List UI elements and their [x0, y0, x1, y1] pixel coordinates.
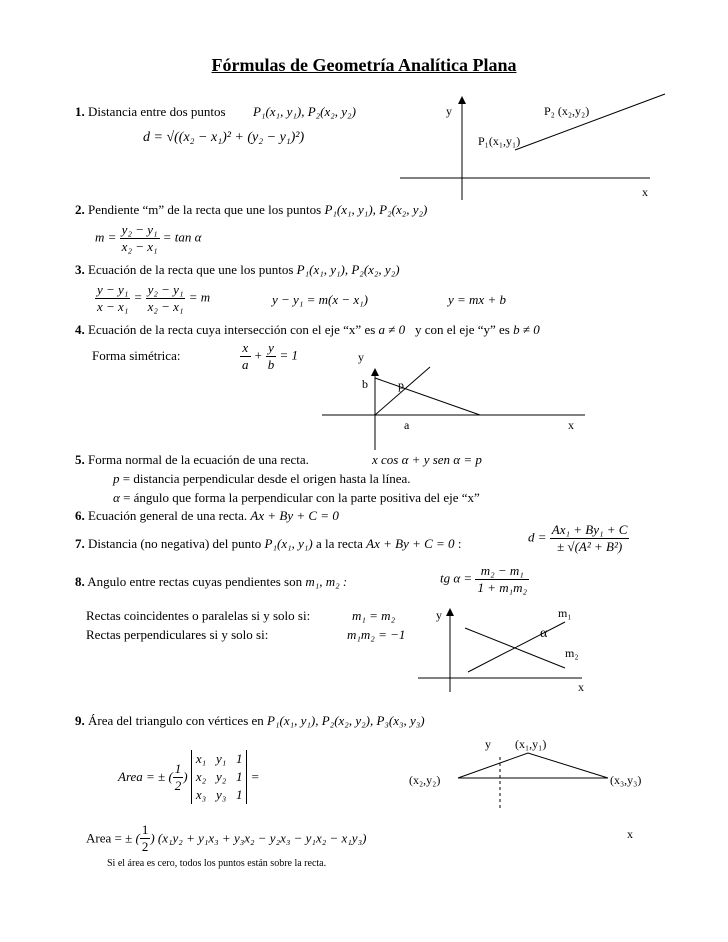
- cell: 1: [235, 787, 243, 802]
- section-text: Ecuación de la recta que une los puntos: [88, 262, 294, 277]
- plus: +: [253, 347, 263, 363]
- section-text: Ecuación general de una recta.: [88, 508, 248, 523]
- fig4-p-label: p: [398, 378, 404, 392]
- equals-one: = 1: [279, 347, 299, 363]
- fraction-y-b: [266, 340, 277, 373]
- section-text: Angulo entre rectas cuyas pendientes son: [87, 574, 303, 589]
- figure-8-axes: [418, 612, 582, 692]
- p-definition: [113, 471, 411, 487]
- section-3-points: P₁(x₁, y₁), P₂(x₂, y₂): [296, 262, 400, 277]
- area-determinant-formula: Area = ± ( $\frac{1}{2}$ ) x₁ y₁ 1 x₂ y₂ 1 x₃ y₃ 1 =: [118, 751, 260, 802]
- section-9-points: P₁(x₁, y₁), P₂(x₂, y₂), P₃(x₃, y₃): [267, 713, 425, 728]
- point-line-distance-formula: [528, 522, 629, 555]
- alpha-definition: [113, 490, 480, 506]
- fig1-y-label: y: [446, 104, 452, 118]
- coincident-text: Rectas coincidentes o paralelas si y solo si:: [86, 608, 311, 623]
- formula-lhs: d =: [143, 130, 163, 145]
- cell: 1: [235, 769, 243, 784]
- fig1-p2-label: P₂ (x₂,y₂): [544, 104, 590, 118]
- section-2-points: P₁(x₁, y₁), P₂(x₂, y₂): [324, 202, 428, 217]
- section-number: 9.: [75, 713, 85, 728]
- section-text: Distancia (no negativa) del punto: [88, 536, 262, 551]
- angle-formula: [440, 563, 529, 596]
- section-7-point: P₁(x₁, y₁): [264, 536, 313, 551]
- fraction-x-a: [240, 340, 251, 373]
- section-number: 3.: [75, 262, 85, 277]
- cell: 1: [235, 751, 243, 766]
- fig8-alpha-label: α: [540, 626, 548, 641]
- cell: y₃: [215, 787, 227, 802]
- numerator: 1: [174, 760, 182, 776]
- section-text-2: a la recta: [315, 536, 363, 551]
- section-2-heading: [75, 202, 427, 218]
- numerator: x: [240, 340, 251, 357]
- equals-m: = m: [188, 289, 211, 305]
- figure-8-line-m1: [468, 622, 565, 672]
- section-9-heading: [75, 713, 425, 729]
- perpendicular-formula: m₁m₂ = −1: [347, 627, 406, 642]
- fig1-x-label: x: [642, 185, 648, 199]
- numerator: 1: [141, 822, 149, 837]
- fraction-2: [146, 282, 186, 315]
- numerator: y − y₁: [97, 282, 129, 297]
- denominator: 1 + m₁m₂: [477, 580, 528, 595]
- area-expanded-formula: Area = ± ( $\frac{1}{2}$ ) (x₁y₂ + y₁x₃ + y₃x₂ − y₂x₃ − y₁x₂ − x₁y₃): [86, 822, 367, 854]
- equals: =: [250, 769, 260, 784]
- cell: x₃: [195, 787, 207, 802]
- denominator: ± √(A² + B²): [557, 539, 623, 554]
- fig9-p2-label: (x₂,y₂): [409, 773, 441, 787]
- section-7-line: Ax + By + C = 0: [366, 536, 455, 551]
- denominator: 2: [174, 777, 182, 793]
- numerator: y₂ − y₁: [147, 282, 184, 297]
- section-1-points: P₁(x₁, y₁), P₂(x₂, y₂): [253, 104, 356, 119]
- fraction-1: [95, 282, 130, 315]
- tg-lhs: tg α =: [440, 570, 473, 586]
- fig8-m1-label: m₁: [558, 606, 572, 620]
- numerator: Ax₁ + By₁ + C: [551, 522, 628, 537]
- page-title: Fórmulas de Geometría Analítica Plana: [211, 55, 517, 75]
- cell: y₂: [215, 769, 227, 784]
- section-text-2: y con el eje “y” es: [414, 322, 510, 337]
- numerator: y: [266, 340, 277, 357]
- alpha-symbol: α: [113, 490, 120, 505]
- fig8-y-label: y: [436, 608, 442, 622]
- cell: y₁: [215, 751, 227, 766]
- cell: x₂: [195, 769, 207, 784]
- section-number: 7.: [75, 536, 85, 551]
- fig4-a-label: a: [404, 418, 410, 432]
- section-text: Forma normal de la ecuación de una recta.: [88, 452, 309, 467]
- section-8-slopes: m₁, m₂ :: [305, 574, 348, 589]
- slope-fraction: [120, 222, 160, 255]
- det-row-1: [196, 751, 243, 766]
- denominator: x − x₁: [97, 299, 129, 314]
- section-8-heading: [75, 574, 347, 590]
- section-number: 1.: [75, 104, 85, 119]
- determinant: [191, 750, 248, 804]
- fig4-y-label: y: [358, 350, 364, 364]
- expanded-expression: (x₁y₂ + y₁x₃ + y₃x₂ − y₂x₃ − y₁x₂ − x₁y₃): [157, 830, 367, 846]
- section-4-heading: [75, 322, 540, 338]
- p-text: = distancia perpendicular desde el origen hasta la línea.: [122, 471, 411, 486]
- figure-9-triangle: [458, 753, 608, 778]
- slope-tan: = tan α: [162, 229, 202, 245]
- numerator: y₂ − y₁: [121, 222, 158, 237]
- figure-4-line: [375, 378, 480, 415]
- fig8-m2-label: m₂: [565, 646, 579, 660]
- two-point-formula: [95, 282, 210, 315]
- area-note: Si el área es cero, todos los puntos están sobre la recta.: [107, 858, 327, 869]
- section-3-heading: [75, 262, 400, 278]
- figure-8-line-m2: [465, 628, 565, 668]
- fig9-p1-label: (x₁,y₁): [515, 737, 547, 751]
- condition-b: b ≠ 0: [513, 322, 540, 337]
- denominator: x₂ − x₁: [147, 299, 184, 314]
- distance-lhs: d =: [528, 529, 547, 545]
- perpendicular-text: Rectas perpendiculares si y solo si:: [86, 627, 269, 642]
- area-lhs: Area = ±: [118, 769, 166, 784]
- fig4-x-label: x: [568, 418, 574, 432]
- half-fraction-2: [140, 822, 151, 855]
- area-lhs-2: Area = ±: [86, 830, 133, 846]
- angle-fraction: [475, 563, 529, 596]
- slope-intercept-formula: y = mx + b: [448, 292, 506, 307]
- point-slope-formula: y − y₁ = m(x − x₁): [272, 292, 368, 307]
- coincident-formula: m₁ = m₂: [352, 608, 396, 623]
- section-number: 8.: [75, 574, 85, 589]
- slope-lhs: m =: [95, 229, 117, 245]
- p-symbol: p: [113, 471, 120, 486]
- figure-1-line: [515, 94, 665, 150]
- colon: :: [457, 536, 462, 551]
- alpha-text: = ángulo que forma la perpendicular con la parte positiva del eje “x”: [123, 490, 480, 505]
- numerator: m₂ − m₁: [475, 563, 529, 580]
- denominator: 2: [141, 839, 149, 854]
- half-fraction: [173, 761, 184, 794]
- denominator: a: [242, 357, 249, 372]
- symmetric-form-label: Forma simétrica:: [92, 348, 181, 363]
- figure-1-axes: [400, 100, 650, 200]
- normal-form-formula: x cos α + y sen α = p: [372, 452, 482, 467]
- fig4-b-label: b: [362, 377, 368, 391]
- section-text: Pendiente “m” de la recta que une los puntos: [88, 202, 322, 217]
- fig9-y-label: y: [485, 737, 491, 751]
- denominator: x₂ − x₁: [121, 239, 158, 254]
- section-text: Distancia entre dos puntos: [88, 104, 226, 119]
- det-row-2: [196, 769, 243, 784]
- section-text: Ecuación de la recta cuya intersección con el eje “x” es: [88, 322, 376, 337]
- section-7-heading: [75, 536, 461, 552]
- section-text: Área del triangulo con vértices en: [88, 713, 264, 728]
- fig1-p1-label: P₁(x₁,y₁): [478, 134, 521, 148]
- general-form-formula: Ax + By + C = 0: [250, 508, 339, 523]
- cell: x₁: [195, 751, 207, 766]
- symmetric-formula: [240, 340, 298, 373]
- fig9-x-label: x: [627, 827, 633, 841]
- section-6-heading: [75, 508, 339, 524]
- det-row-3: [196, 787, 243, 802]
- condition-a: a ≠ 0: [378, 322, 406, 337]
- fig9-p3-label: (x₃,y₃): [610, 773, 642, 787]
- formula-rhs: √((x₂ − x₁)² + (y₂ − y₁)²): [166, 130, 305, 145]
- section-5-heading: [75, 452, 309, 468]
- denominator: b: [267, 357, 275, 372]
- fig8-x-label: x: [578, 680, 584, 694]
- slope-formula: [95, 222, 202, 255]
- section-number: 5.: [75, 452, 85, 467]
- distance-fraction: [550, 522, 630, 555]
- section-number: 2.: [75, 202, 85, 217]
- section-number: 6.: [75, 508, 85, 523]
- equals: =: [133, 289, 143, 305]
- section-number: 4.: [75, 322, 85, 337]
